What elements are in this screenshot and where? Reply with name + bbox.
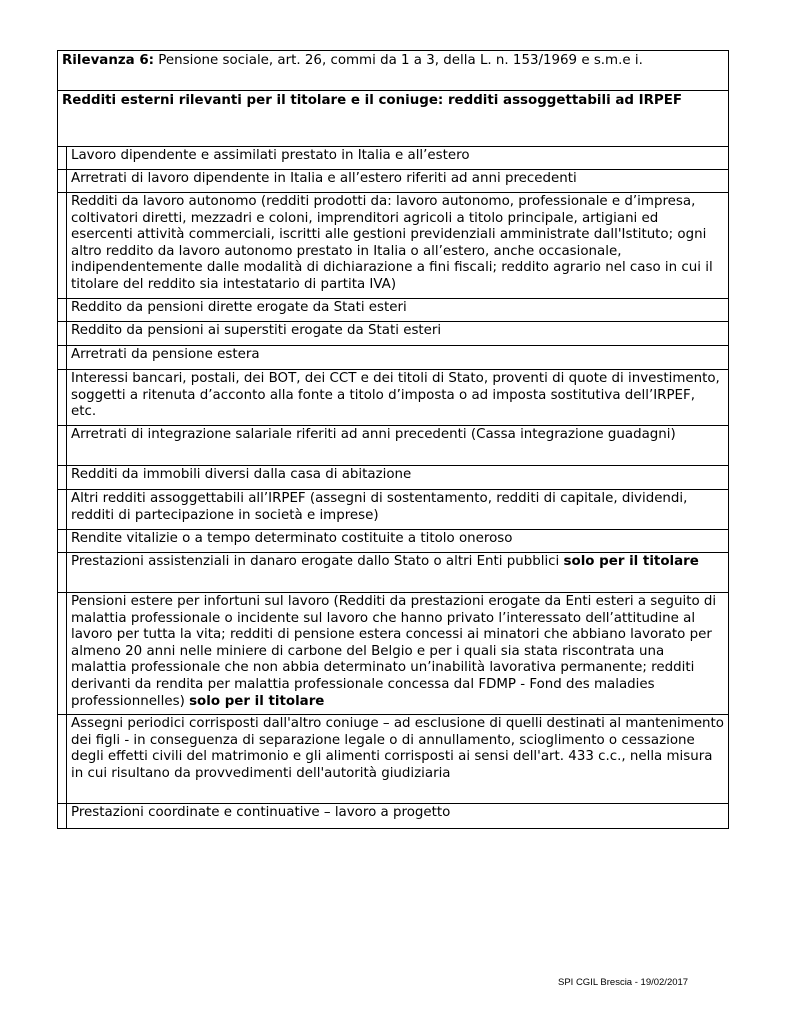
checkbox-cell <box>58 170 67 192</box>
table-row <box>58 804 728 828</box>
row-text: Prestazioni assistenziali in danaro erogate dallo Stato o altri Enti pubblici solo per il titolare <box>71 554 699 569</box>
row-text: Reddito da pensioni dirette erogate da Stati esteri <box>71 300 407 315</box>
checkbox-cell <box>58 193 67 298</box>
header-rilevanza <box>58 51 728 91</box>
row-text: Arretrati di integrazione salariale riferiti ad anni precedenti (Cassa integrazione guadagni) <box>71 427 676 442</box>
checkbox-cell <box>58 804 67 828</box>
table-row <box>58 715 728 804</box>
row-text: Assegni periodici corrisposti dall'altro coniuge – ad esclusione di quelli destinati al mantenimento dei figli - in conseguenza di separazione legale o di annullamento, scioglimento o cessazione degli effetti civili del matrimonio e gli alimenti corrisposti ai sensi dell'art. 433 c.c., nella misura in cui risultano da provvedimenti dell'autorità giudiziaria <box>71 716 724 781</box>
checkbox-cell <box>58 715 67 803</box>
row-text: Prestazioni coordinate e continuative – lavoro a progetto <box>71 805 451 820</box>
row-text: Arretrati da pensione estera <box>71 347 260 362</box>
checkbox-cell <box>58 553 67 592</box>
table-row <box>58 553 728 593</box>
row-text: Redditi da lavoro autonomo (redditi prodotti da: lavoro autonomo, professionale e d’impresa, coltivatori diretti, mezzadri e coloni, imprenditori agricoli a titolo principale, artigiani ed esercenti attività commerciali, iscritti alle gestioni previdenziali amministrate dall'Istituto; ogni altro reddito da lavoro autonomo prestato in Italia o all’estero, anche occasionale, indipendentemente dalle modalità di dichiarazione a fini fiscali; reddito agrario nel caso in cui il titolare del reddito sia intestatario di partita IVA) <box>71 194 713 292</box>
row-text: Reddito da pensioni ai superstiti erogate da Stati esteri <box>71 323 442 338</box>
header-redditi: Redditi esterni rilevanti per il titolare e il coniuge: redditi assoggettabili ad IRPEF <box>58 91 728 147</box>
income-table <box>57 50 729 829</box>
row-text: Altri redditi assoggettabili all’IRPEF (assegni di sostentamento, redditi di capitale, dividendi, redditi di partecipazione in società e imprese) <box>71 491 688 523</box>
checkbox-cell <box>58 147 67 169</box>
row-text: Arretrati di lavoro dipendente in Italia e all’estero riferiti ad anni precedenti <box>71 171 577 186</box>
table-row <box>58 193 728 299</box>
rilevanza-text: Pensione sociale, art. 26, commi da 1 a 3, della L. n. 153/1969 e s.m.e i. <box>154 53 643 68</box>
checkbox-cell <box>58 426 67 465</box>
table-row <box>58 322 728 346</box>
table-row <box>58 490 728 530</box>
checkbox-cell <box>58 370 67 425</box>
checkbox-cell <box>58 530 67 552</box>
row-text: Interessi bancari, postali, dei BOT, dei CCT e dei titoli di Stato, proventi di quote di investimento, soggetti a ritenuta d’acconto alla fonte a titolo d’imposta o ad imposta sostitutiva dell’IRPEF, etc. <box>71 371 720 420</box>
checkbox-cell <box>58 299 67 321</box>
rilevanza-label: Rilevanza 6: <box>62 53 155 68</box>
table-row <box>58 299 728 322</box>
checkbox-cell <box>58 466 67 489</box>
footer-note: SPI CGIL Brescia - 19/02/2017 <box>558 977 689 988</box>
checkbox-cell <box>58 322 67 345</box>
checkbox-cell <box>58 593 67 714</box>
row-text: Pensioni estere per infortuni sul lavoro (Redditi da prestazioni erogate da Enti esteri a seguito di malattia professionale o incidente sul lavoro che hanno privato l’interessato dell’attitudine al lavoro per tutta la vita; redditi di pensione estera concessi ai minatori che abbiano lavorato per almeno 20 anni nelle miniere di carbone del Belgio e per i quali sia stata riscontrata una malattia professionale che non abbia determinato un’inabilità lavorativa permanente; redditi derivanti da rendita per malattia professionale concessa dal FDMP - Fond des maladies professionnelles) solo per il titolare <box>71 594 717 709</box>
row-text: Redditi da immobili diversi dalla casa di abitazione <box>71 467 412 482</box>
checkbox-cell <box>58 490 67 529</box>
table-row <box>58 147 728 170</box>
table-row <box>58 593 728 715</box>
row-text: Lavoro dipendente e assimilati prestato in Italia e all’estero <box>71 148 470 163</box>
table-row <box>58 466 728 490</box>
table-row <box>58 370 728 426</box>
checkbox-cell <box>58 346 67 369</box>
table-row <box>58 346 728 370</box>
table-row <box>58 170 728 193</box>
table-row <box>58 530 728 553</box>
items-list <box>58 147 728 828</box>
row-text: Rendite vitalizie o a tempo determinato costituite a titolo oneroso <box>71 531 513 546</box>
table-row <box>58 426 728 466</box>
